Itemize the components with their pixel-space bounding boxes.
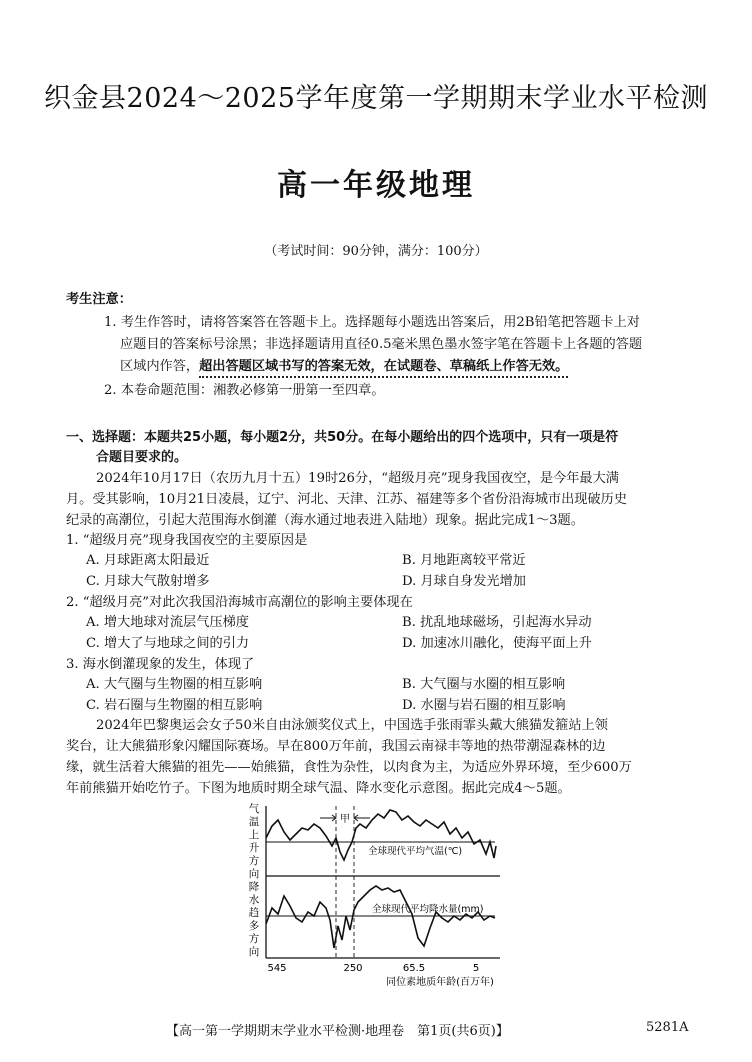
precip-axis-char: 方 — [248, 933, 260, 945]
precip-axis-char: 多 — [248, 920, 260, 932]
x-tick-label: 65.5 — [402, 963, 426, 974]
climate-figure — [240, 798, 510, 990]
question-2-stem: 2. “超级月亮”对此次我国沿海城市高潮位的影响主要体现在 — [66, 595, 413, 610]
precip-axis-label — [249, 880, 260, 958]
exam-title: 织金县2024～2025学年度第一学期期末学业水平检测 — [44, 83, 708, 114]
passage2-line2: 奖台，让大熊猫形象闪耀国际赛场。早在800万年前，我国云南禄丰等地的热带潮湿森林的边 — [66, 739, 606, 754]
x-tick-label: 5 — [472, 963, 480, 974]
passage2-line1: 2024年巴黎奥运会女子50米自由泳颁奖仪式上，中国选手张雨霏头戴大熊猫发箍站上领 — [96, 718, 608, 733]
subject-title: 高一年级地理 — [277, 168, 475, 203]
precip-reference-label: 全球现代平均降水量(mm) — [372, 904, 484, 915]
x-axis-label: 同位素地质年龄(百万年) — [386, 977, 494, 988]
temp-axis-char: 温 — [248, 816, 260, 828]
question-3-option-d: D. 水圈与岩石圈的相互影响 — [402, 698, 566, 713]
question-1-stem: 1. “超级月亮”现身我国夜空的主要原因是 — [66, 533, 308, 548]
notice-emphasis: 超出答题区域书写的答案无效，在试题卷、草稿纸上作答无效。 — [199, 359, 568, 378]
temp-axis-label — [249, 802, 260, 880]
precip-axis-char: 水 — [248, 894, 260, 906]
question-2-option-b: B. 扰乱地球磁场，引起海水异动 — [402, 615, 592, 630]
precip-axis-char: 降 — [248, 881, 260, 893]
temp-axis-char: 升 — [248, 842, 260, 854]
x-tick-label: 250 — [343, 963, 363, 974]
passage1-line1: 2024年10月17日（农历九月十五）19时26分，“超级月亮”现身我国夜空，是今年最大满 — [96, 471, 619, 486]
page-footer: 【高一第一学期期末学业水平检测·地理卷 第1页(共6页)】 — [166, 1024, 509, 1039]
paper-code: 5281A — [646, 1020, 689, 1035]
temp-axis-char: 向 — [248, 868, 260, 880]
temp-axis-char: 气 — [248, 803, 260, 815]
passage2-line3: 缘，就生活着大熊猫的祖先——始熊猫，食性为杂性，以肉食为主，为适应外界环境，至少600万 — [66, 760, 632, 775]
notice-heading: 考生注意： — [66, 292, 132, 307]
precip-axis-char: 向 — [248, 946, 260, 958]
precip-axis-char: 趋 — [248, 907, 260, 919]
question-1-option-d: D. 月球自身发光增加 — [402, 574, 526, 589]
question-1-option-b: B. 月地距离较平常近 — [402, 553, 526, 568]
question-3-option-b: B. 大气圈与水圈的相互影响 — [402, 677, 566, 692]
precipitation-curve — [266, 886, 495, 948]
question-2-option-d: D. 加速冰川融化，使海平面上升 — [402, 636, 592, 651]
marker-label: 甲 — [340, 814, 350, 825]
question-3-option-c: C. 岩石圈与生物圈的相互影响 — [86, 698, 263, 713]
passage1-line2: 月。受其影响，10月21日凌晨，辽宁、河北、天津、江苏、福建等多个省份沿海城市出现破历史 — [66, 492, 628, 507]
passage2-line4: 年前熊猫开始吃竹子。下图为地质时期全球气温、降水变化示意图。据此完成4～5题。 — [66, 781, 571, 796]
question-3-option-a: A. 大气圈与生物圈的相互影响 — [86, 677, 263, 692]
exam-info: （考试时间：90分钟，满分：100分） — [264, 244, 488, 259]
x-tick-label: 545 — [267, 963, 287, 974]
question-2-option-c: C. 增大了与地球之间的引力 — [86, 636, 250, 651]
question-2-option-a: A. 增大地球对流层气压梯度 — [86, 615, 249, 630]
notice-item1-line3 — [120, 357, 568, 377]
passage1-line3: 纪录的高潮位，引起大范围海水倒灌（海水通过地表进入陆地）现象。据此完成1～3题。 — [66, 513, 584, 528]
section1-heading-line1: 一、选择题：本题共25小题，每小题2分，共50分。在每小题给出的四个选项中，只有一项是符 — [66, 430, 619, 445]
temp-axis-char: 方 — [248, 855, 260, 867]
question-1-option-c: C. 月球大气散射增多 — [86, 574, 210, 589]
notice-item1-line3a: 区域内作答， — [120, 359, 200, 374]
temp-axis-char: 上 — [248, 829, 260, 841]
question-3-stem: 3. 海水倒灌现象的发生，体现了 — [66, 657, 255, 672]
section1-heading-line2: 合题目要求的。 — [96, 450, 188, 465]
question-1-option-a: A. 月球距离太阳最近 — [86, 553, 210, 568]
temp-reference-label: 全球现代平均气温(℃) — [368, 846, 463, 857]
notice-item1-line1: 1. 考生作答时，请将答案答在答题卡上。选择题每小题选出答案后，用2B铅笔把答题卡上对 — [104, 315, 640, 330]
notice-item1-line2: 应题目的答案标号涂黑；非选择题请用直径0.5毫米黑色墨水签字笔在答题卡上各题的答题 — [120, 337, 643, 352]
notice-item2: 2. 本卷命题范围：湘教必修第一册第一至四章。 — [104, 383, 385, 398]
